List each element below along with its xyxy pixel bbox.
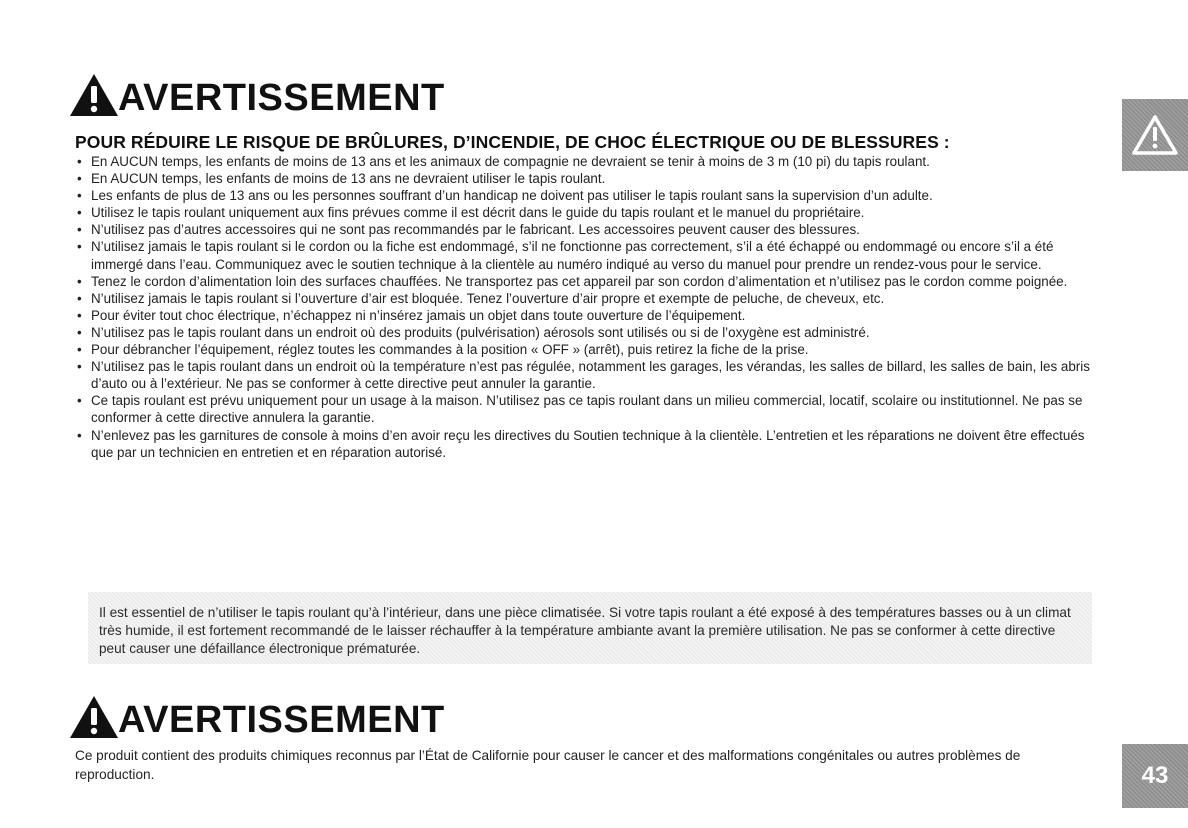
rule-item: • Tenez le cordon d’alimentation loin des surfaces chauffées. Ne transportez pas cet appareil par son cordon d’alimentation et n’utilisez pas le cordon comme poignée. bbox=[75, 273, 1095, 290]
warning-title-bottom: AVERTISSEMENT bbox=[118, 699, 445, 741]
page-number: 43 bbox=[1122, 744, 1188, 808]
rule-item: • En AUCUN temps, les enfants de moins de 13 ans ne devraient utiliser le tapis roulant. bbox=[75, 170, 1095, 187]
rule-item: • Ce tapis roulant est prévu uniquement pour un usage à la maison. N’utilisez pas ce tapis roulant dans un milieu commercial, locatif, scolaire ou institutionnel. Ne pas se conformer à cette directive annulera la garantie. bbox=[75, 392, 1095, 426]
rule-item: • N’utilisez pas d’autres accessoires qui ne sont pas recommandés par le fabricant. Les accessoires peuvent causer des blessures. bbox=[75, 221, 1095, 238]
safety-rules-list bbox=[75, 153, 1095, 461]
indoor-use-notice: Il est essentiel de n’utiliser le tapis roulant qu’à l’intérieur, dans une pièce climatisée. Si votre tapis roulant a été exposé à des températures basses ou à un climat très humide, il est fortement recommandé de le laisser réchauffer à la température ambiante avant la première utilisation. Ne pas se conformer à cette directive peut causer une défaillance électronique prématurée. bbox=[88, 592, 1092, 664]
rule-item: • Pour débrancher l’équipement, réglez toutes les commandes à la position « OFF » (arrêt), puis retirez la fiche de la prise. bbox=[75, 341, 1095, 358]
section-tab bbox=[1122, 99, 1188, 171]
rule-item: • N’utilisez jamais le tapis roulant si l’ouverture d’air est bloquée. Tenez l’ouverture d’air propre et exempte de peluche, de cheveux, etc. bbox=[75, 290, 1095, 307]
rule-item: • Pour éviter tout choc électrique, n’échappez ni n’insérez jamais un objet dans toute ouverture de l’équipement. bbox=[75, 307, 1095, 324]
warning-header-bottom bbox=[68, 694, 445, 740]
rule-item: • N’utilisez pas le tapis roulant dans un endroit où la température n’est pas régulée, notamment les garages, les vérandas, les salles de billard, les salles de bain, les abris d’auto ou à l’extérieur. Ne pas se conformer à cette directive peut annuler la garantie. bbox=[75, 358, 1095, 392]
warning-triangle-icon bbox=[68, 694, 120, 740]
warning-title-top: AVERTISSEMENT bbox=[118, 77, 445, 119]
warning-triangle-icon bbox=[68, 72, 120, 118]
rule-item: • N’enlevez pas les garnitures de console à moins d’en avoir reçu les directives du Soutien technique à la clientèle. L’entretien et les réparations ne doivent être effectués que par un technicien en entretien et en réparation autorisé. bbox=[75, 427, 1095, 461]
rule-item: • Les enfants de plus de 13 ans ou les personnes souffrant d’un handicap ne doivent pas utiliser le tapis roulant sans la supervision d’un adulte. bbox=[75, 187, 1095, 204]
rule-item: • Utilisez le tapis roulant uniquement aux fins prévues comme il est décrit dans le guide du tapis roulant et le manuel du propriétaire. bbox=[75, 204, 1095, 221]
rule-item: • N’utilisez jamais le tapis roulant si le cordon ou la fiche est endommagé, s’il ne fonctionne pas correctement, s’il a été échappé ou endommagé ou encore s’il a été immergé dans l’eau. Communiquez avec le soutien technique à la clientèle au numéro indiqué au verso du manuel pour prendre un rendez-vous pour le service. bbox=[75, 238, 1095, 272]
warning-header-top bbox=[68, 72, 445, 118]
warning-triangle-icon bbox=[1132, 114, 1178, 156]
california-warning-text: Ce produit contient des produits chimiques reconnus par l’État de Californie pour causer le cancer et des malformations congénitales ou autres problèmes de reproduction. bbox=[75, 748, 1021, 782]
rule-item: • En AUCUN temps, les enfants de moins de 13 ans et les animaux de compagnie ne devraient se tenir à moins de 3 m (10 pi) du tapis roulant. bbox=[75, 153, 1095, 170]
rule-item: • N’utilisez pas le tapis roulant dans un endroit où des produits (pulvérisation) aérosols sont utilisés ou si de l’oxygène est administré. bbox=[75, 324, 1095, 341]
warning-subheading: POUR RÉDUIRE LE RISQUE DE BRÛLURES, D’INCENDIE, DE CHOC ÉLECTRIQUE OU DE BLESSURES : bbox=[75, 132, 950, 152]
